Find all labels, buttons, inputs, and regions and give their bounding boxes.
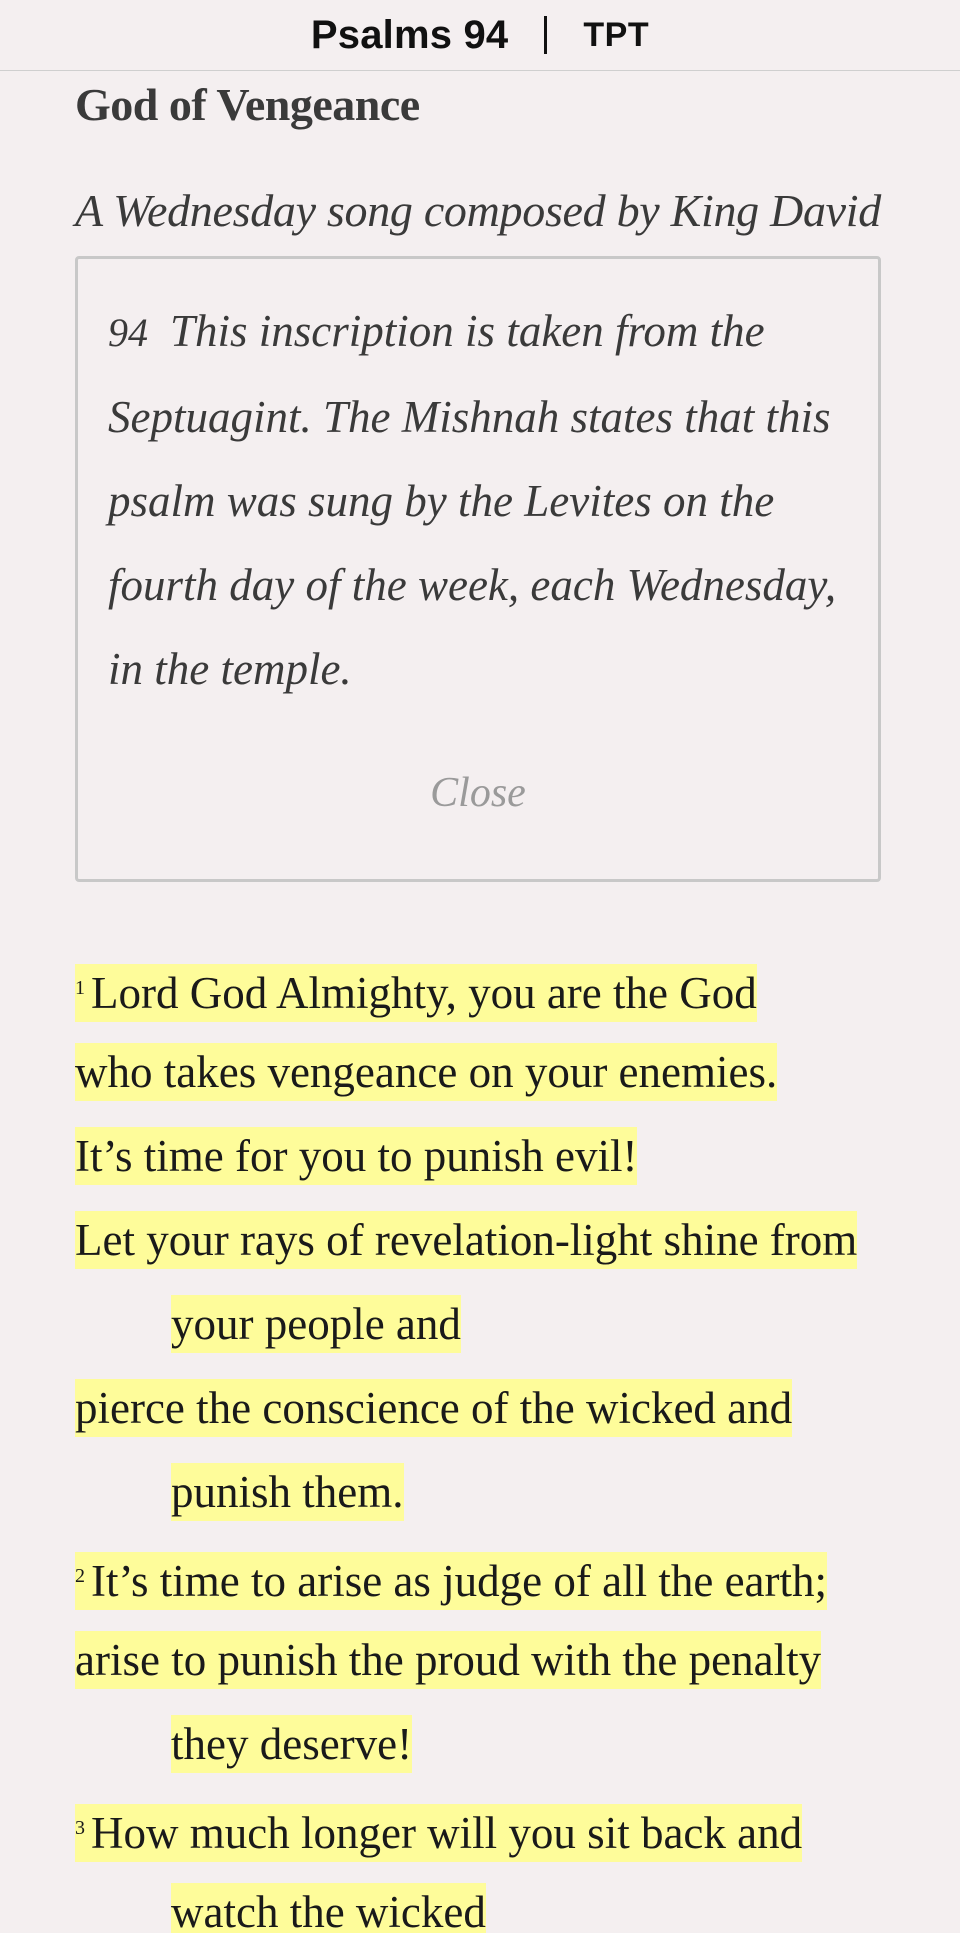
footnote-line: fourth day of the week, each Wednesday, — [108, 560, 837, 610]
verse-list — [75, 946, 935, 1933]
chapter-selector[interactable]: Psalms 94 — [310, 12, 509, 57]
highlighted-text — [171, 1463, 404, 1521]
verse-line[interactable] — [75, 1282, 935, 1366]
verse-text: pierce the conscience of the wicked and — [75, 1383, 793, 1433]
verse-line[interactable] — [75, 946, 935, 1030]
verse-line[interactable] — [75, 1786, 935, 1870]
highlighted-text — [171, 1715, 412, 1773]
close-footnote-button[interactable]: Close — [430, 770, 526, 816]
verse-text: your people and — [171, 1299, 461, 1349]
verse-line[interactable] — [75, 1030, 935, 1114]
footnote-line: This inscription is taken from the — [170, 306, 765, 356]
verse-text: It’s time to arise as judge of all the earth; — [91, 1556, 828, 1606]
verse-text: It’s time for you to punish evil! — [75, 1131, 638, 1181]
highlighted-text — [75, 1552, 827, 1610]
verse-number: 3 — [75, 1817, 85, 1839]
verse-number: 2 — [75, 1565, 85, 1587]
highlighted-text — [75, 1211, 857, 1269]
footnote-popup — [75, 256, 881, 882]
footnote-line: psalm was sung by the Levites on the — [108, 476, 775, 526]
highlighted-text — [171, 1295, 461, 1353]
highlighted-text — [75, 1804, 802, 1862]
verse-line[interactable] — [75, 1702, 935, 1786]
highlighted-text — [75, 1127, 637, 1185]
highlighted-text — [75, 1379, 792, 1437]
header-divider — [544, 16, 547, 54]
highlighted-text — [75, 1631, 821, 1689]
footnote-number: 94 — [108, 310, 148, 355]
verse-text: punish them. — [171, 1467, 404, 1517]
verse-text: Let your rays of revelation-light shine from — [75, 1215, 858, 1265]
verse-text: How much longer will you sit back and — [91, 1808, 803, 1858]
footnote-text — [108, 289, 858, 711]
verse-text: watch the wicked — [171, 1887, 486, 1933]
footnote-line: in the temple. — [108, 644, 352, 694]
verse-line[interactable] — [75, 1198, 935, 1282]
version-selector[interactable]: TPT — [583, 15, 650, 54]
verse-number: 1 — [75, 977, 85, 999]
psalm-superscription[interactable]: A Wednesday song composed by King David — [75, 185, 881, 236]
highlighted-text — [75, 964, 757, 1022]
verse-line[interactable] — [75, 1870, 935, 1933]
highlighted-text — [171, 1883, 486, 1933]
footnote-line: Septuagint. The Mishnah states that this — [108, 392, 831, 442]
chapter-header — [0, 0, 960, 71]
verse-text: arise to punish the proud with the penalty — [75, 1635, 822, 1685]
verse-line[interactable] — [75, 1114, 935, 1198]
verse-line[interactable] — [75, 1534, 935, 1618]
section-heading: God of Vengeance — [75, 79, 420, 130]
verse-line[interactable] — [75, 1366, 935, 1450]
verse-text: Lord God Almighty, you are the God — [91, 968, 757, 1018]
highlighted-text — [75, 1043, 777, 1101]
verse-line[interactable] — [75, 1618, 935, 1702]
verse-text: who takes vengeance on your enemies. — [75, 1047, 778, 1097]
verse-line[interactable] — [75, 1450, 935, 1534]
verse-text: they deserve! — [171, 1719, 413, 1769]
